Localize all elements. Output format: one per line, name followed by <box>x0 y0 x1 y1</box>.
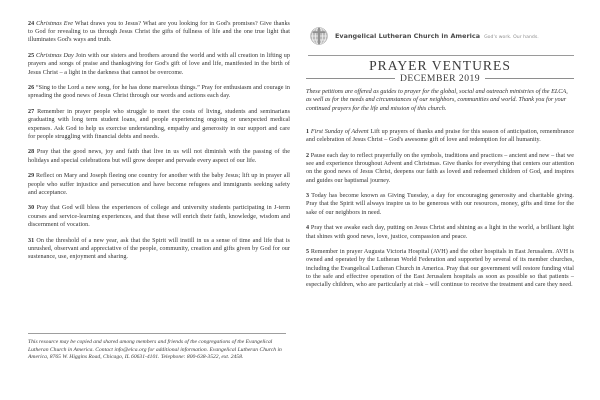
right-column <box>306 128 574 297</box>
prayer-entry-number: 28 <box>28 149 35 156</box>
prayer-entry-number: 30 <box>28 205 35 212</box>
intro-paragraph: These petitions are offered as guides to prayer for the global, social and outreach ministries of the ELCA, as well as for the needs and circumstances of our neighbors, communities and world. Thank you for your continued prayers for the life and mission of this church. <box>306 88 568 112</box>
prayer-entry-text: Remember in prayer Augusta Victoria Hospital (AVH) and the other hospitals in East Jerusalem. AVH is owned and operated by the Lutheran World Federation and supported by several of its member churches, including the Evangelical Lutheran Church in America. Pray that our government will restore funding vital to the safe and effective operation of the East Jerusalem hospitals as soon as possible so that patients – especially children, who are particularly at risk – will continue to receive the treatment and care they need. <box>306 249 574 289</box>
subtitle-row <box>306 73 574 84</box>
prayer-entry-text: “Sing to the Lord a new song, for he has done marvelous things.” Pray for enthusiasm and courage in spreading the good news of Jesus Christ through our words and actions each day. <box>28 85 290 100</box>
brand-tagline: God's work. Our hands. <box>484 35 539 40</box>
prayer-entry <box>28 108 290 141</box>
prayer-entry <box>306 152 574 185</box>
prayer-entry-lead: Christmas Day <box>36 53 74 60</box>
subtitle-rule-left <box>306 78 395 79</box>
prayer-entry-text: Pray that we awake each day, putting on Jesus Christ and shining as a light in the world, a brilliant light that shines with good news, love, justice, compassion and peace. <box>306 225 574 240</box>
elca-cross-globe-logo-icon <box>308 25 330 47</box>
prayer-entry-number: 31 <box>28 237 35 244</box>
prayer-entry <box>28 20 290 45</box>
footer-divider <box>28 333 286 334</box>
prayer-entry-number: 2 <box>306 152 310 159</box>
prayer-entry-text: Pause each day to reflect prayerfully on the symbols, traditions and practices – ancient and new – that we see and experience throughout Advent and Christmas. Give thanks for everything that centers our attention on the good news of Jesus Christ, deepens our faith as loved and redeemed children of God, and inspires and guides our baptismal journey. <box>306 152 574 184</box>
prayer-entry <box>28 204 290 229</box>
prayer-entry-text: Reflect on Mary and Joseph fleeing one country for another with the baby Jesus; lift up in prayer all people who suffer injustice and persecution and have become refugees and immigrants seeking safety and acceptance. <box>28 173 291 196</box>
prayer-entry <box>28 148 290 164</box>
prayer-entry-number: 1 <box>306 129 310 135</box>
prayer-entry <box>306 192 574 217</box>
prayer-entry <box>28 172 290 197</box>
prayer-entry <box>306 224 574 240</box>
prayer-entry-text: What draws you to Jesus? What are you looking for in God's promises? Give thanks to God for revealing to us through Jesus Christ the gifts of fullness of life and the one true light that illuminates God's ways and truth. <box>28 21 290 44</box>
prayer-entry-number: 3 <box>306 193 310 200</box>
title-block <box>306 58 574 84</box>
prayer-entry-text: Pray that the good news, joy and faith that live in us will not diminish with the passing of the holidays and special celebrations but will grow deeper and pervade every aspect of our life. <box>28 149 290 164</box>
prayer-entry-text: Lift up prayers of thanks and praise for this season of anticipation, remembrance and celebration of Jesus Christ – God's awesome gift of love and redemption for all humanity. <box>306 129 574 144</box>
prayer-entry-text: Today has become known as Giving Tuesday, a day for encouraging generosity and charitable giving. Pray that the Spirit will always inspire us to be generous with our resources, money, gifts and time for the sake of our neighbors in need. <box>306 193 574 216</box>
prayer-entry <box>28 237 290 262</box>
prayer-entry <box>306 248 574 289</box>
prayer-entry <box>28 52 290 77</box>
page-title: PRAYER VENTURES <box>369 58 511 73</box>
subtitle-rule-right <box>485 78 574 79</box>
prayer-entry-text: Join with our sisters and brothers around the world and with all creation in lifting up prayers and songs of praise and thanksgiving for God's gift of love and life, manifested in the birth of Jesus Christ – a light in the darkness that cannot be overcome. <box>28 53 291 76</box>
footer-text: This resource may be copied and shared among members and friends of the congregations of the Evangelical Lutheran Church in America. Contact info@elca.org for additional information. Evangelical Lutheran Church in America, 8765 W. Higgins Road, Chicago, IL 60631-4101. Telephone: 800-638-3522, ext. 2458. <box>28 339 282 361</box>
prayer-entry-number: 29 <box>28 173 35 180</box>
brand-header <box>306 24 574 50</box>
prayer-entry-text: Pray that God will bless the experiences of college and university students participating in J-term courses and service-learning experiences, and that these will enrich their faith, knowledge, wisdom and discernment of vocation. <box>28 205 290 228</box>
prayer-entry-text: Remember in prayer people who struggle to meet the costs of living, students and seminarians graduating with long term student loans, and people experiencing ongoing or unexpected medical expenses. Ask God to help us exercise understanding, empathy and generosity in our support and care for people struggling with financial debts and needs. <box>28 109 290 140</box>
prayer-entry-number: 25 <box>28 53 35 60</box>
prayer-entry <box>28 84 290 100</box>
prayer-entry-number: 5 <box>306 249 310 256</box>
brand-name: Evangelical Lutheran Church in America <box>335 32 481 40</box>
prayer-entry-number: 4 <box>306 225 310 232</box>
footer-block <box>28 333 288 362</box>
prayer-entry <box>306 128 574 144</box>
header-divider <box>308 55 574 56</box>
prayer-entry-number: 24 <box>28 21 35 27</box>
prayer-entry-lead: Christmas Eve <box>36 21 74 27</box>
prayer-entry-number: 27 <box>28 109 35 116</box>
prayer-entry-lead: First Sunday of Advent <box>310 129 369 135</box>
prayer-entry-number: 26 <box>28 85 35 92</box>
prayer-entry-text: On the threshold of a new year, ask that the Spirit will instill in us a sense of time and life that is unrushed, observant and appreciative of the people, community, creation and gifts given by God for our sustenance, use, enjoyment and sharing. <box>28 237 290 260</box>
left-column <box>28 20 290 320</box>
brand-text-group <box>335 25 539 43</box>
page-subtitle: DECEMBER 2019 <box>399 73 481 84</box>
